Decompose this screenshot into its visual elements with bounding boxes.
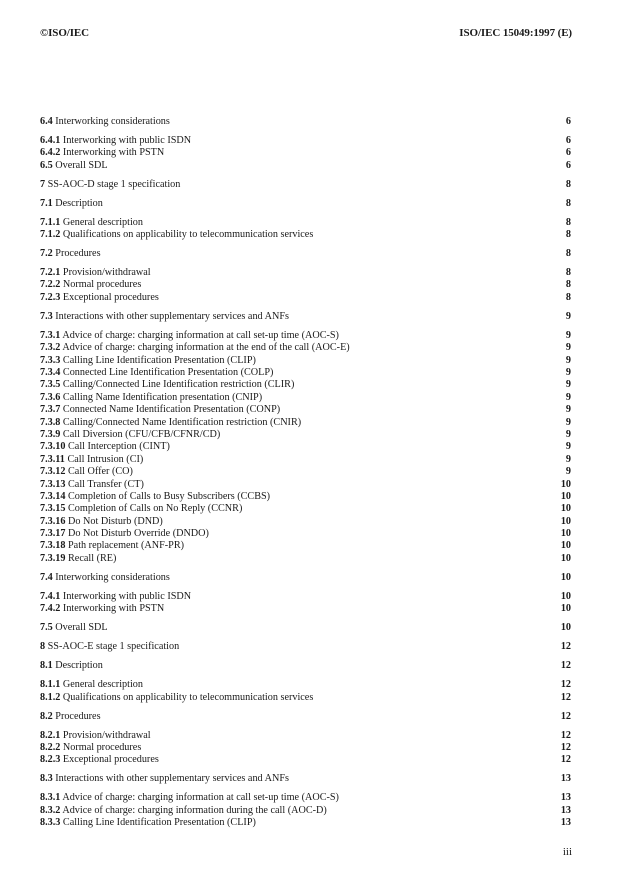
- toc-entry-number: 7.2.1: [40, 267, 61, 279]
- toc-entry-page: 12: [560, 741, 571, 753]
- toc-entry-number: 7.3.14: [40, 490, 66, 502]
- toc-entry-number: 6.4: [40, 116, 53, 127]
- toc-entry-title: SS-AOC-D stage 1 specification: [47, 178, 181, 190]
- toc-entry-title: Interworking with public ISDN: [62, 590, 192, 602]
- toc-entry-title: Interworking considerations: [55, 116, 170, 127]
- toc-entry[interactable]: [40, 516, 571, 528]
- toc-entry-title: Qualifications on applicability to telecommunication services: [62, 229, 314, 241]
- toc-entry-page: 8: [565, 216, 571, 228]
- toc-entry[interactable]: [40, 330, 571, 342]
- toc-entry-page: 10: [560, 515, 571, 527]
- toc-entry-number: 8.2.1: [40, 729, 61, 741]
- toc-entry-number: 7.3.1: [40, 329, 61, 341]
- toc-entry-number: 8.2: [40, 710, 53, 722]
- toc-entry[interactable]: [40, 179, 571, 191]
- toc-entry-page: 12: [560, 679, 571, 691]
- toc-entry-title: Interworking with PSTN: [62, 603, 165, 615]
- toc-entry-page: 10: [560, 490, 571, 502]
- toc-entry-title: General description: [62, 679, 143, 691]
- toc-entry-page: 13: [560, 792, 571, 804]
- toc-entry[interactable]: [40, 692, 571, 704]
- toc-entry-number: 7.3.10: [40, 441, 66, 453]
- toc-entry-number: 7.4.2: [40, 603, 61, 615]
- toc-entry-number: 7.3.17: [40, 528, 66, 540]
- toc-entry[interactable]: [40, 342, 571, 354]
- toc-entry[interactable]: [40, 367, 571, 379]
- toc-entry-number: 7.3: [40, 310, 53, 322]
- toc-entry-page: 8: [565, 178, 571, 190]
- toc-entry-number: 7.4.1: [40, 590, 61, 602]
- toc-entry-page: 9: [565, 379, 571, 391]
- toc-entry-title: Procedures: [55, 710, 101, 722]
- toc-entry-number: 6.4.2: [40, 147, 61, 159]
- toc-entry-number: 7.2: [40, 248, 53, 260]
- toc-entry-title: Connected Name Identification Presentation (CONP): [62, 404, 281, 416]
- toc-entry-page: 10: [560, 528, 571, 540]
- toc-entry-number: 8.1.2: [40, 691, 61, 703]
- toc-entry-page: 6: [565, 159, 571, 171]
- toc-entry-page: 9: [565, 354, 571, 366]
- toc-entry-page: 10: [560, 571, 571, 583]
- toc-entry[interactable]: [40, 379, 571, 391]
- toc-entry-page: 9: [565, 367, 571, 378]
- toc-entry[interactable]: [40, 817, 571, 829]
- toc-entry-number: 7.3.5: [40, 379, 61, 391]
- toc-entry-number: 7.3.3: [40, 354, 61, 366]
- toc-entry-title: Do Not Disturb (DND): [68, 515, 163, 527]
- toc-entry-number: 7.1.1: [40, 216, 61, 228]
- toc-entry-page: 13: [560, 773, 571, 785]
- toc-entry-number: 7.2.2: [40, 279, 61, 291]
- toc-entry-number: 8.2.3: [40, 754, 61, 766]
- toc-entry[interactable]: [40, 229, 571, 241]
- toc-entry[interactable]: [40, 591, 571, 603]
- toc-entry-title: Call Transfer (CT): [68, 478, 144, 490]
- toc-entry-number: 8.1.1: [40, 679, 61, 691]
- toc-entry[interactable]: [40, 805, 571, 817]
- toc-entry-page: 12: [560, 754, 571, 766]
- toc-entry[interactable]: [40, 503, 571, 515]
- toc-entry-title: Normal procedures: [62, 279, 142, 291]
- toc-entry-page: 12: [560, 729, 571, 741]
- toc-entry-page: 10: [560, 478, 571, 490]
- toc-entry-number: 7.3.7: [40, 404, 61, 416]
- toc-entry[interactable]: [40, 292, 571, 304]
- toc-entry[interactable]: [40, 660, 571, 672]
- toc-entry-page: 8: [565, 197, 571, 209]
- toc-entry-number: 7.3.4: [40, 367, 61, 378]
- toc-entry-title: Call Interception (CINT): [68, 441, 170, 453]
- toc-entry-title: Exceptional procedures: [62, 291, 159, 303]
- toc-entry-title: Qualifications on applicability to telecommunication services: [62, 691, 314, 703]
- toc-entry-page: 9: [565, 391, 571, 403]
- toc-entry-title: Do Not Disturb Override (DNDO): [68, 528, 209, 540]
- toc-entry-page: 8: [565, 267, 571, 279]
- toc-entry-page: 8: [565, 229, 571, 241]
- toc-entry-number: 7.3.9: [40, 428, 61, 440]
- toc-entry-title: Overall SDL: [55, 622, 108, 634]
- toc-entry-title: Calling Name Identification presentation (CNIP): [62, 391, 263, 403]
- toc-entry-page: 9: [565, 466, 571, 478]
- toc-entry-title: Overall SDL: [55, 159, 108, 171]
- toc-entry[interactable]: [40, 528, 571, 540]
- toc-entry-title: Interworking with public ISDN: [62, 134, 192, 146]
- toc-entry-title: Provision/withdrawal: [62, 267, 151, 279]
- toc-entry[interactable]: [40, 742, 571, 754]
- toc-entry-number: 7: [40, 178, 46, 190]
- toc-entry-number: 8.3: [40, 773, 53, 785]
- toc-entry-page: 9: [565, 416, 571, 428]
- toc-entry-page: 9: [565, 342, 571, 354]
- toc-entry-page: 10: [560, 603, 571, 615]
- toc-entry[interactable]: [40, 198, 571, 210]
- toc-entry-page: 6: [565, 147, 571, 159]
- toc-entry-number: 8.3.3: [40, 817, 61, 829]
- toc-entry-number: 7.3.19: [40, 552, 66, 564]
- toc-entry-page: 13: [560, 817, 571, 829]
- toc-entry-page: 6: [565, 116, 571, 127]
- toc-entry-title: Completion of Calls on No Reply (CCNR): [68, 503, 243, 515]
- toc-entry-title: Description: [55, 660, 103, 672]
- toc-entry[interactable]: [40, 404, 571, 416]
- footer-page-number: iii: [562, 846, 572, 858]
- toc-entry-number: 7.3.15: [40, 503, 66, 515]
- toc-entry[interactable]: [40, 160, 571, 172]
- toc-entry[interactable]: [40, 116, 571, 128]
- toc-entry[interactable]: [40, 466, 571, 478]
- toc-entry-page: 9: [565, 329, 571, 341]
- toc-entry-page: 8: [565, 248, 571, 260]
- toc-entry-number: 7.3.8: [40, 416, 61, 428]
- toc-entry[interactable]: [40, 441, 571, 453]
- toc-entry-title: Description: [55, 197, 103, 209]
- toc-entry[interactable]: [40, 135, 571, 147]
- toc-entry[interactable]: [40, 754, 571, 766]
- toc-entry-page: 10: [560, 590, 571, 602]
- toc-entry-title: Calling Line Identification Presentation (CLIP): [62, 354, 256, 366]
- toc-entry-title: Advice of charge: charging information at call set-up time (AOC-S): [62, 329, 339, 341]
- toc-entry-number: 8.3.2: [40, 804, 61, 816]
- toc-entry-title: Interactions with other supplementary services and ANFs: [55, 773, 289, 785]
- toc-entry[interactable]: [40, 479, 571, 491]
- toc-entry[interactable]: [40, 603, 571, 615]
- toc-entry[interactable]: [40, 311, 571, 323]
- toc-entry-page: 9: [565, 453, 571, 465]
- toc-entry[interactable]: [40, 540, 571, 552]
- toc-entry[interactable]: [40, 355, 571, 367]
- toc-entry[interactable]: [40, 711, 571, 723]
- header-document-id: ISO/IEC 15049:1997 (E): [459, 27, 572, 39]
- toc-entry-page: 10: [560, 622, 571, 634]
- toc-entry-title: Procedures: [55, 248, 101, 260]
- toc-entry-number: 8.1: [40, 660, 53, 672]
- toc-entry[interactable]: [40, 417, 571, 429]
- toc-entry[interactable]: [40, 730, 571, 742]
- toc-entry[interactable]: [40, 491, 571, 503]
- toc-entry[interactable]: [40, 248, 571, 260]
- table-of-contents: [40, 116, 571, 829]
- toc-entry[interactable]: [40, 572, 571, 584]
- toc-entry-number: 7.4: [40, 571, 53, 583]
- toc-entry-title: Calling Line Identification Presentation (CLIP): [62, 817, 256, 829]
- toc-entry-number: 7.5: [40, 622, 53, 634]
- toc-entry-number: 6.4.1: [40, 134, 61, 146]
- toc-entry[interactable]: [40, 147, 571, 159]
- toc-entry[interactable]: [40, 641, 571, 653]
- toc-entry-title: Completion of Calls to Busy Subscribers (CCBS): [68, 490, 271, 502]
- toc-entry[interactable]: [40, 622, 571, 634]
- toc-entry-page: 12: [560, 710, 571, 722]
- toc-entry-number: 8.2.2: [40, 741, 61, 753]
- toc-entry-page: 12: [560, 641, 571, 653]
- toc-entry[interactable]: [40, 553, 571, 565]
- toc-entry[interactable]: [40, 792, 571, 804]
- toc-entry-page: 12: [560, 691, 571, 703]
- toc-entry-page: 10: [560, 503, 571, 515]
- toc-entry-number: 8.3.1: [40, 792, 61, 804]
- toc-entry[interactable]: [40, 267, 571, 279]
- toc-entry-number: 7.3.6: [40, 391, 61, 403]
- toc-entry-page: 9: [565, 310, 571, 322]
- toc-entry-number: 7.3.16: [40, 515, 66, 527]
- toc-entry[interactable]: [40, 217, 571, 229]
- toc-entry-page: 6: [565, 134, 571, 146]
- toc-entry-number: 7.1: [40, 197, 53, 209]
- toc-entry-number: 7.2.3: [40, 291, 61, 303]
- toc-entry-title: Recall (RE): [68, 552, 117, 564]
- toc-entry-title: Call Diversion (CFU/CFB/CFNR/CD): [62, 428, 221, 440]
- toc-entry-title: Call Offer (CO): [68, 466, 133, 478]
- toc-entry[interactable]: [40, 392, 571, 404]
- toc-entry[interactable]: [40, 454, 571, 466]
- toc-entry-title: Exceptional procedures: [62, 754, 159, 766]
- toc-entry[interactable]: [40, 773, 571, 785]
- toc-entry[interactable]: [40, 679, 571, 691]
- toc-entry-page: 13: [560, 804, 571, 816]
- toc-entry-number: 7.1.2: [40, 229, 61, 241]
- toc-entry-page: 8: [565, 279, 571, 291]
- toc-entry-title: Advice of charge: charging information at the end of the call (AOC-E): [62, 342, 350, 354]
- toc-entry-title: Calling/Connected Line Identification restriction (CLIR): [62, 379, 295, 391]
- toc-entry-page: 10: [560, 552, 571, 564]
- toc-entry-page: 9: [565, 441, 571, 453]
- toc-entry-title: Interworking with PSTN: [62, 147, 165, 159]
- toc-entry[interactable]: [40, 279, 571, 291]
- toc-entry-page: 9: [565, 428, 571, 440]
- toc-entry-title: Path replacement (ANF-PR): [68, 540, 185, 552]
- toc-entry-page: 9: [565, 404, 571, 416]
- toc-entry-title: Advice of charge: charging information at call set-up time (AOC-S): [62, 792, 339, 804]
- toc-entry-number: 7.3.11: [40, 453, 65, 465]
- toc-entry-number: 6.5: [40, 159, 53, 171]
- toc-entry-title: General description: [62, 216, 143, 228]
- toc-entry-page: 10: [560, 540, 571, 552]
- toc-entry-number: 7.3.12: [40, 466, 66, 478]
- toc-entry-number: 8: [40, 641, 46, 653]
- toc-entry-title: Provision/withdrawal: [62, 729, 151, 741]
- toc-entry-title: Interactions with other supplementary services and ANFs: [55, 310, 289, 322]
- toc-entry-page: 8: [565, 291, 571, 303]
- toc-entry-title: Advice of charge: charging information during the call (AOC-D): [62, 804, 327, 816]
- header-copyright: ©ISO/IEC: [40, 27, 89, 39]
- toc-entry-page: 12: [560, 660, 571, 672]
- toc-entry-title: SS-AOC-E stage 1 specification: [47, 641, 180, 653]
- toc-entry-number: 7.3.13: [40, 478, 66, 490]
- toc-entry-number: 7.3.2: [40, 342, 61, 354]
- toc-entry-title: Connected Line Identification Presentation (COLP): [62, 367, 274, 378]
- toc-entry-title: Calling/Connected Name Identification restriction (CNIR): [62, 416, 302, 428]
- toc-entry-title: Normal procedures: [62, 741, 142, 753]
- toc-entry-number: 7.3.18: [40, 540, 66, 552]
- toc-entry-title: Call Intrusion (CI): [67, 453, 144, 465]
- toc-entry-title: Interworking considerations: [55, 571, 170, 583]
- toc-entry[interactable]: [40, 429, 571, 441]
